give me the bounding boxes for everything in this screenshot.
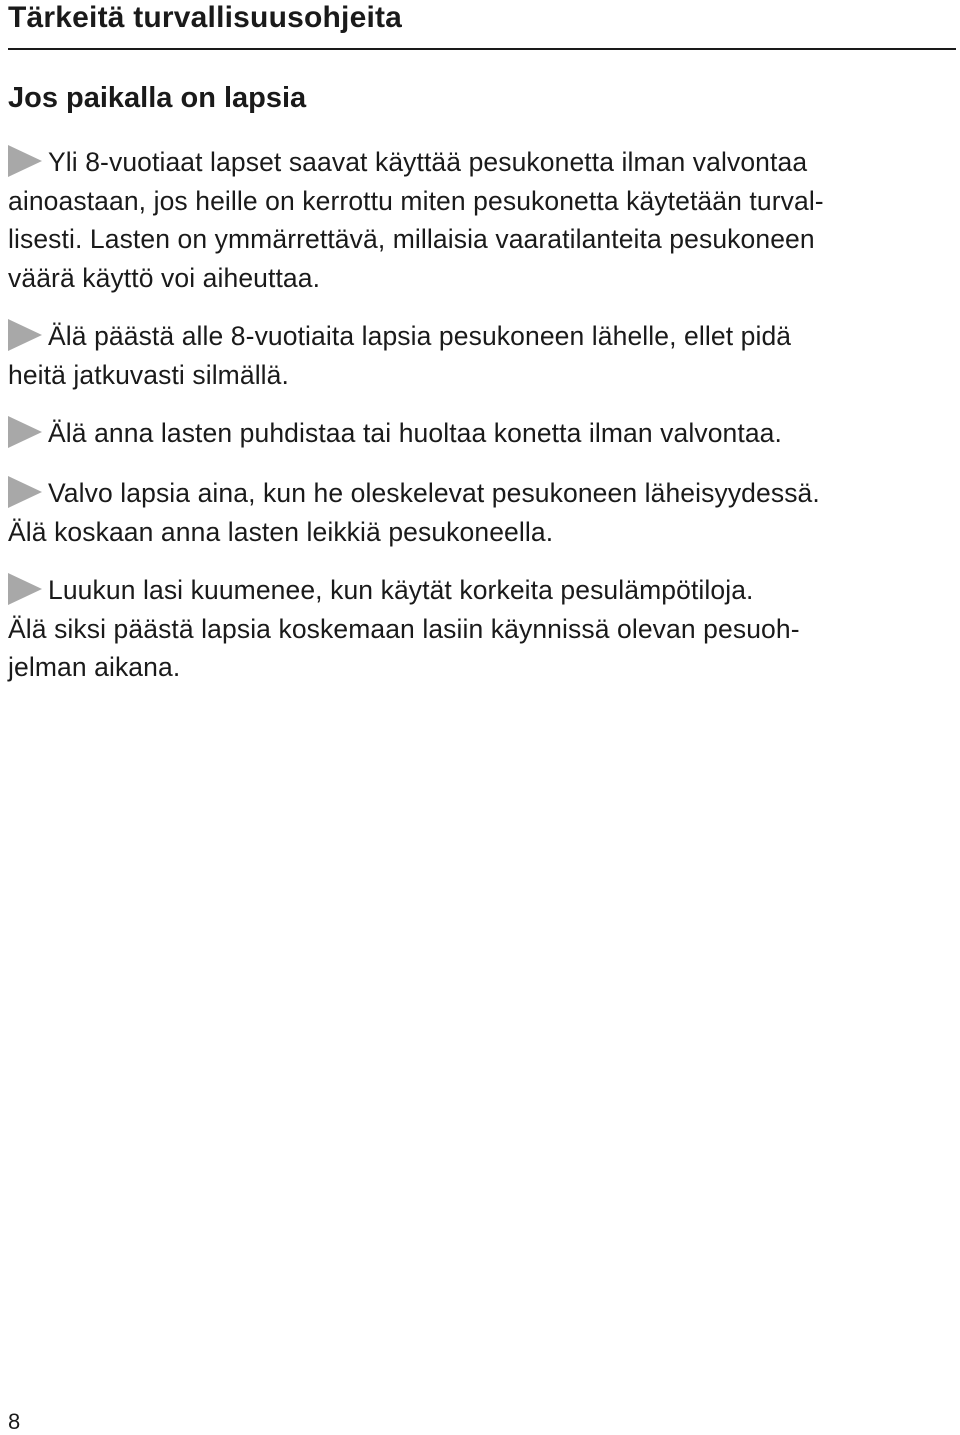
paragraph-line: jelman aikana. xyxy=(8,652,181,682)
paragraph-line: ainoastaan, jos heille on kerrottu miten pesukonetta käytetään turval- xyxy=(8,185,824,216)
warning-arrow-icon xyxy=(8,476,42,508)
paragraph-line: väärä käyttö voi aiheuttaa. xyxy=(8,262,321,293)
safety-instruction-paragraph xyxy=(8,474,958,551)
paragraph-line: Älä päästä alle 8-vuotiaita lapsia pesukoneen lähelle, ellet pidä xyxy=(48,321,792,351)
page-title: Tärkeitä turvallisuusohjeita xyxy=(8,1,403,34)
paragraph-line: lisesti. Lasten on ymmärrettävä, millaisia vaaratilanteita pesukoneen xyxy=(8,224,815,254)
section-heading: Jos paikalla on lapsia xyxy=(8,82,307,114)
paragraph-line: heitä jatkuvasti silmällä. xyxy=(8,359,289,390)
paragraph-line: Valvo lapsia aina, kun he oleskelevat pesukoneen läheisyydessä. xyxy=(48,478,820,508)
paragraph-line: Älä koskaan anna lasten leikkiä pesukoneella. xyxy=(8,516,554,547)
safety-instruction-paragraph xyxy=(8,317,958,394)
page-number: 8 xyxy=(8,1409,21,1434)
paragraph-line: Yli 8-vuotiaat lapset saavat käyttää pesukonetta ilman valvontaa xyxy=(48,147,808,177)
paragraph-line: Älä siksi päästä lapsia koskemaan lasiin käynnissä olevan pesuoh- xyxy=(8,613,800,644)
paragraph-line: Älä anna lasten puhdistaa tai huoltaa konetta ilman valvontaa. xyxy=(48,418,782,448)
warning-arrow-icon xyxy=(8,145,42,177)
page-header xyxy=(8,0,956,50)
warning-arrow-icon xyxy=(8,319,42,351)
warning-arrow-icon xyxy=(8,416,42,448)
paragraph-line: Luukun lasi kuumenee, kun käytät korkeita pesulämpötiloja. xyxy=(48,575,754,605)
warning-arrow-icon xyxy=(8,573,42,605)
safety-instruction-paragraph xyxy=(8,571,958,687)
safety-instruction-paragraph xyxy=(8,414,958,453)
safety-instruction-paragraph xyxy=(8,143,958,297)
